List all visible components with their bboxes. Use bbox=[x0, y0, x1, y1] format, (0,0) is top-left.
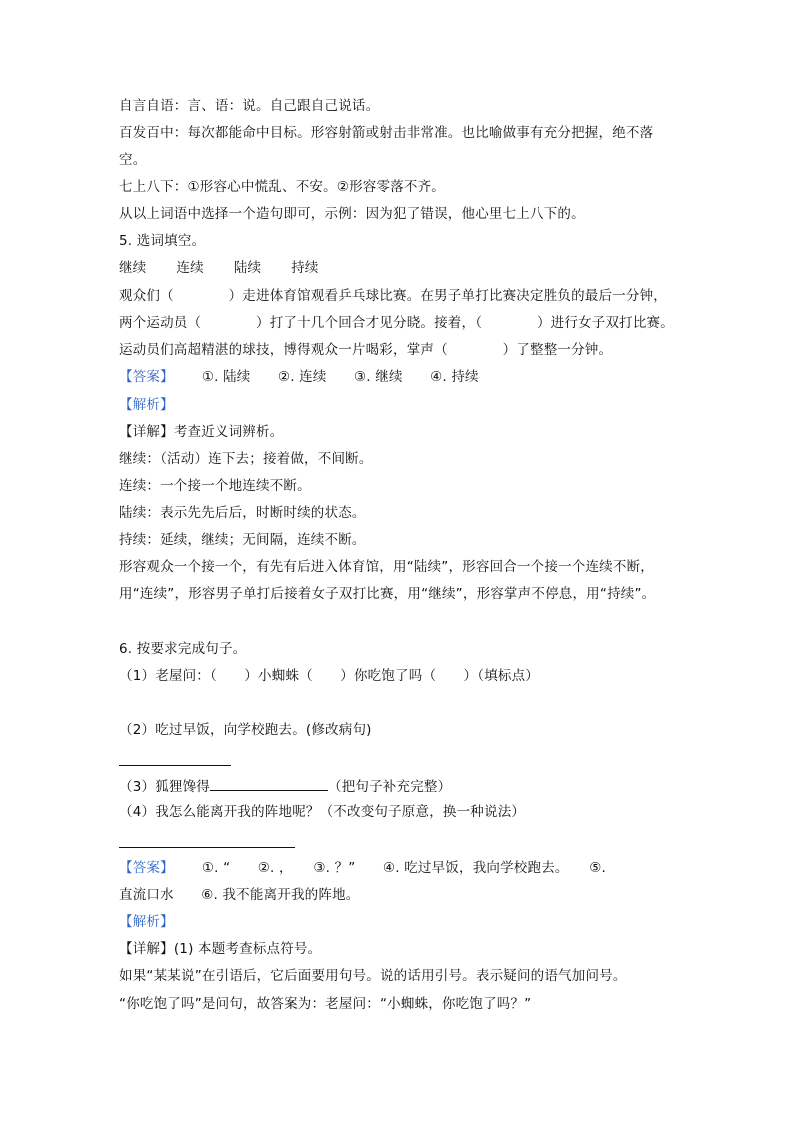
word-option: 连续 bbox=[176, 260, 204, 276]
text-line: 直流口水 ⑥. 我不能离开我的阵地。 bbox=[119, 887, 360, 903]
detail-text: (1) 本题考查标点符号。 bbox=[173, 941, 322, 957]
answer-line bbox=[119, 859, 606, 877]
detail-text: 考查近义词辨析。 bbox=[173, 424, 284, 440]
text-line: 百发百中：每次都能命中目标。形容射箭或射击非常准。也比喻做事有充分把握，绝不落 bbox=[119, 125, 654, 141]
text-line: 七上八下：①形容心中慌乱、不安。②形容零落不齐。 bbox=[119, 179, 446, 195]
answer-label: 【答案】 bbox=[119, 860, 174, 876]
text-line: 陆续：表示先先后后，时断时续的状态。 bbox=[119, 505, 366, 521]
word-option: 陆续 bbox=[233, 260, 262, 276]
fill-text: （把句子补充完整） bbox=[328, 779, 452, 795]
answer-blank-line bbox=[119, 765, 231, 766]
text-line: 从以上词语中选择一个造句即可，示例：因为犯了错误，他心里七上八下的。 bbox=[119, 206, 585, 222]
text-line: 持续：延续，继续；无间隔，连续不断。 bbox=[119, 532, 366, 548]
text-line: 空。 bbox=[119, 152, 147, 168]
question-title: 6. 按要求完成句子。 bbox=[119, 641, 247, 657]
text-line: （4）我怎么能离开我的阵地呢？（不改变句子原意，换一种说法） bbox=[119, 804, 526, 820]
answer-line bbox=[119, 368, 479, 386]
analysis-label: 【解析】 bbox=[119, 397, 174, 413]
text-line: 形容观众一个接一个，有先有后进入体育馆，用“陆续”，形容回合一个接一个连续不断， bbox=[119, 559, 654, 575]
detail-line bbox=[119, 940, 321, 958]
detail-line bbox=[119, 423, 283, 441]
text-line: 连续：一个接一个地连续不断。 bbox=[119, 478, 311, 494]
text-line: 观众们（ ）走进体育馆观看乒乓球比赛。在男子单打比赛决定胜负的最后一分钟， bbox=[119, 288, 667, 304]
fill-blank bbox=[210, 776, 328, 791]
text-line: （1）老屋问：（ ）小蜘蛛（ ）你吃饱了吗（ ）（填标点） bbox=[119, 668, 539, 684]
question-title: 5. 选词填空。 bbox=[119, 233, 206, 249]
text-line: 自言自语：言、语：说。自己跟自己说话。 bbox=[119, 98, 380, 114]
fill-text: （3）狐狸馋得 bbox=[119, 779, 210, 795]
answer-text: ①. 陆续 ②. 连续 ③. 继续 ④. 持续 bbox=[201, 369, 479, 385]
analysis-label: 【解析】 bbox=[119, 914, 174, 930]
word-option: 持续 bbox=[291, 260, 319, 276]
text-line: 用“连续”，形容男子单打后接着女子双打比赛，用“继续”，形容掌声不停息，用“持续”。 bbox=[119, 586, 656, 602]
word-option: 继续 bbox=[119, 260, 147, 276]
detail-label: 【详解】 bbox=[119, 941, 174, 957]
answer-blank-line bbox=[119, 847, 295, 848]
word-options bbox=[119, 259, 319, 277]
fill-line bbox=[119, 776, 451, 796]
answer-label: 【答案】 bbox=[119, 369, 174, 385]
text-line: （2）吃过早饭，向学校跑去。(修改病句) bbox=[119, 722, 372, 738]
text-line: 两个运动员（ ）打了十几个回合才见分晓。接着，（ ）进行女子双打比赛。 bbox=[119, 315, 674, 331]
text-line: 继续：（活动）连下去；接着做，不间断。 bbox=[119, 451, 373, 467]
answer-text: ①. “ ②. ， ③. ？” ④. 吃过早饭，我向学校跑去。 ⑤. bbox=[201, 860, 607, 876]
text-line: 如果“某某说”在引语后，它后面要用句号。说的话用引号。表示疑问的语气加问号。 bbox=[119, 968, 627, 984]
detail-label: 【详解】 bbox=[119, 424, 174, 440]
text-line: 运动员们高超精湛的球技，博得观众一片喝彩，掌声（ ）了整整一分钟。 bbox=[119, 342, 613, 358]
text-line: “你吃饱了吗”是问句，故答案为：老屋问：“小蜘蛛，你吃饱了吗？” bbox=[119, 996, 532, 1012]
